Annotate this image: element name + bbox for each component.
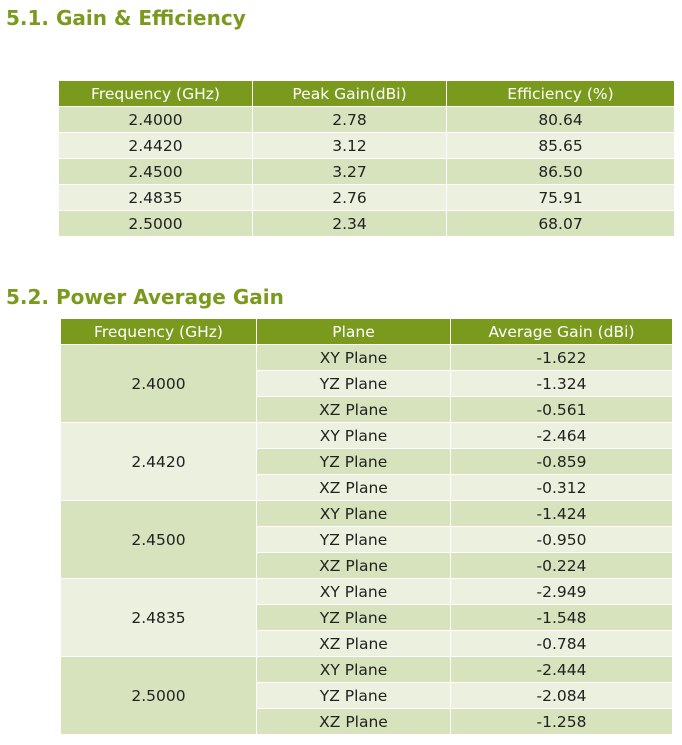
column-header-plane: Plane (257, 319, 451, 345)
plane-cell: XY Plane (257, 345, 451, 371)
average-gain-cell: -1.424 (451, 501, 673, 527)
table-row (59, 133, 675, 159)
plane-cell: XZ Plane (257, 553, 451, 579)
column-header-frequency: Frequency (GHz) (59, 81, 253, 107)
column-header-frequency: Frequency (GHz) (61, 319, 257, 345)
table-row (59, 211, 675, 237)
table-row (61, 579, 673, 605)
table-row (59, 185, 675, 211)
plane-cell: XY Plane (257, 501, 451, 527)
plane-cell: XZ Plane (257, 397, 451, 423)
average-gain-cell: -0.312 (451, 475, 673, 501)
frequency-cell: 2.4835 (59, 185, 253, 211)
efficiency-cell: 86.50 (447, 159, 675, 185)
frequency-group-cell: 2.5000 (61, 657, 257, 735)
table-row (61, 345, 673, 371)
plane-cell: XZ Plane (257, 631, 451, 657)
gain-efficiency-table (58, 80, 675, 237)
power-average-gain-table (60, 318, 673, 735)
column-header-peak-gain: Peak Gain(dBi) (253, 81, 447, 107)
peak-gain-cell: 2.34 (253, 211, 447, 237)
table-row (61, 423, 673, 449)
plane-cell: XZ Plane (257, 475, 451, 501)
frequency-cell: 2.4500 (59, 159, 253, 185)
frequency-group-cell: 2.4420 (61, 423, 257, 501)
efficiency-cell: 75.91 (447, 185, 675, 211)
plane-cell: XZ Plane (257, 709, 451, 735)
peak-gain-cell: 2.78 (253, 107, 447, 133)
section-title-gain-efficiency: 5.1. Gain & Efficiency (6, 6, 246, 30)
frequency-group-cell: 2.4835 (61, 579, 257, 657)
average-gain-cell: -1.324 (451, 371, 673, 397)
average-gain-cell: -2.444 (451, 657, 673, 683)
table-row (61, 657, 673, 683)
table-header-row (61, 319, 673, 345)
efficiency-cell: 80.64 (447, 107, 675, 133)
average-gain-cell: -1.548 (451, 605, 673, 631)
plane-cell: XY Plane (257, 579, 451, 605)
peak-gain-cell: 3.27 (253, 159, 447, 185)
table-row (59, 159, 675, 185)
average-gain-cell: -0.950 (451, 527, 673, 553)
average-gain-cell: -2.084 (451, 683, 673, 709)
plane-cell: YZ Plane (257, 449, 451, 475)
plane-cell: YZ Plane (257, 605, 451, 631)
average-gain-cell: -0.784 (451, 631, 673, 657)
average-gain-cell: -0.224 (451, 553, 673, 579)
table-row (59, 107, 675, 133)
efficiency-cell: 68.07 (447, 211, 675, 237)
section-title-power-average-gain: 5.2. Power Average Gain (6, 285, 284, 309)
plane-cell: XY Plane (257, 423, 451, 449)
plane-cell: YZ Plane (257, 527, 451, 553)
column-header-average-gain: Average Gain (dBi) (451, 319, 673, 345)
average-gain-cell: -1.258 (451, 709, 673, 735)
average-gain-cell: -1.622 (451, 345, 673, 371)
plane-cell: XY Plane (257, 657, 451, 683)
frequency-cell: 2.5000 (59, 211, 253, 237)
average-gain-cell: -0.561 (451, 397, 673, 423)
plane-cell: YZ Plane (257, 683, 451, 709)
table-row (61, 501, 673, 527)
frequency-cell: 2.4000 (59, 107, 253, 133)
average-gain-cell: -2.949 (451, 579, 673, 605)
column-header-efficiency: Efficiency (%) (447, 81, 675, 107)
table-header-row (59, 81, 675, 107)
average-gain-cell: -0.859 (451, 449, 673, 475)
plane-cell: YZ Plane (257, 371, 451, 397)
peak-gain-cell: 2.76 (253, 185, 447, 211)
efficiency-cell: 85.65 (447, 133, 675, 159)
frequency-group-cell: 2.4000 (61, 345, 257, 423)
frequency-group-cell: 2.4500 (61, 501, 257, 579)
average-gain-cell: -2.464 (451, 423, 673, 449)
frequency-cell: 2.4420 (59, 133, 253, 159)
peak-gain-cell: 3.12 (253, 133, 447, 159)
